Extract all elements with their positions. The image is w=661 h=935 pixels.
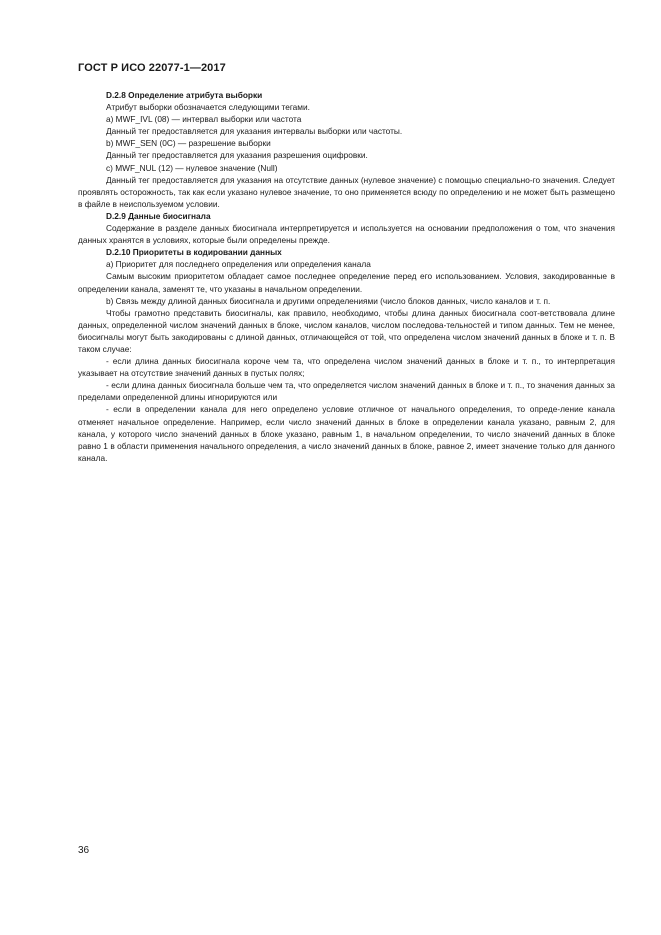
paragraph: Данный тег предоставляется для указания интервалы выборки или частоты.	[106, 126, 403, 137]
section-heading-d-2-8: D.2.8 Определение атрибута выборки	[106, 90, 263, 100]
list-item: а) MWF_IVL (08) — интервал выборки или частота	[106, 114, 302, 125]
paragraph: Самым высоким приоритетом обладает самое последнее определение перед его использованием. Условия, закодированные в определении канала, заменят те, что указаны в начальном определении.	[78, 271, 615, 294]
dash-list-item: - если длина данных биосигнала короче чем та, что определена числом значений данных в блоке и т. п., то интерпретация указывает на отсутствие значений данных в пустых полях;	[78, 356, 615, 379]
paragraph: Чтобы грамотно представить биосигналы, как правило, необходимо, чтобы длина данных биосигнала соот-ветствовала длине данных, определенной числом значений данных в блоке, числом каналов, числом последова-тельностей и типом данных. Тем не менее, биосигналы могут быть закодированы с длиной данных, отличающейся от той, что определена числом значений данных в блоке и т. п. В таком случае:	[78, 307, 615, 354]
paragraph: Данный тег предоставляется для указания разрешения оцифровки.	[106, 150, 368, 161]
section-heading-d-2-10: D.2.10 Приоритеты в кодировании данных	[106, 247, 282, 258]
paragraph: Данный тег предоставляется для указания на отсутствие данных (нулевое значение) с помощью специально-го значения. Следует проявлять осторожность, так как если указано нулевое значение, то оно применяется всюду по определению и не может быть размещено в файле в неиспользуемом условии.	[78, 174, 615, 209]
list-item: с) MWF_NUL (12) — нулевое значение (Null)	[106, 162, 278, 173]
document-body	[78, 89, 615, 464]
page-number: 36	[78, 845, 90, 856]
dash-list-item: - если в определении канала для него определено условие отличное от начального определения, то опреде-ление канала отменяет начальное определение. Например, если число значений данных в блоке в определении канала указано, равным 2, для канала, у которого число значений данных в блоке указано, равным 1, в начальном определении, то число значений данных в блоке равно 1 в области применения начального определения, а число значений данных в блоке, равное 2, имеет значение только для данного канала.	[78, 404, 615, 463]
section-heading-d-2-9: D.2.9 Данные биосигнала	[106, 210, 211, 221]
page-header-title: ГОСТ Р ИСО 22077-1—2017	[78, 62, 226, 74]
list-item: а) Приоритет для последнего определения или определения канала	[106, 259, 371, 270]
paragraph: Атрибут выборки обозначается следующими тегами.	[106, 102, 310, 113]
list-item: b) Связь между длиной данных биосигнала и другими определениями (число блоков данных, число каналов и т. п.	[106, 295, 551, 306]
list-item: b) MWF_SEN (0C) — разрешение выборки	[106, 138, 271, 149]
dash-list-item: - если длина данных биосигнала больше чем та, что определяется числом значений данных в блоке и т. п., то значения данных за пределами определенной длины игнорируются или	[78, 380, 615, 403]
paragraph: Содержание в разделе данных биосигнала интерпретируется и используется на основании предположения о том, что значения данных хранятся в условиях, которые были определены прежде.	[78, 223, 615, 246]
